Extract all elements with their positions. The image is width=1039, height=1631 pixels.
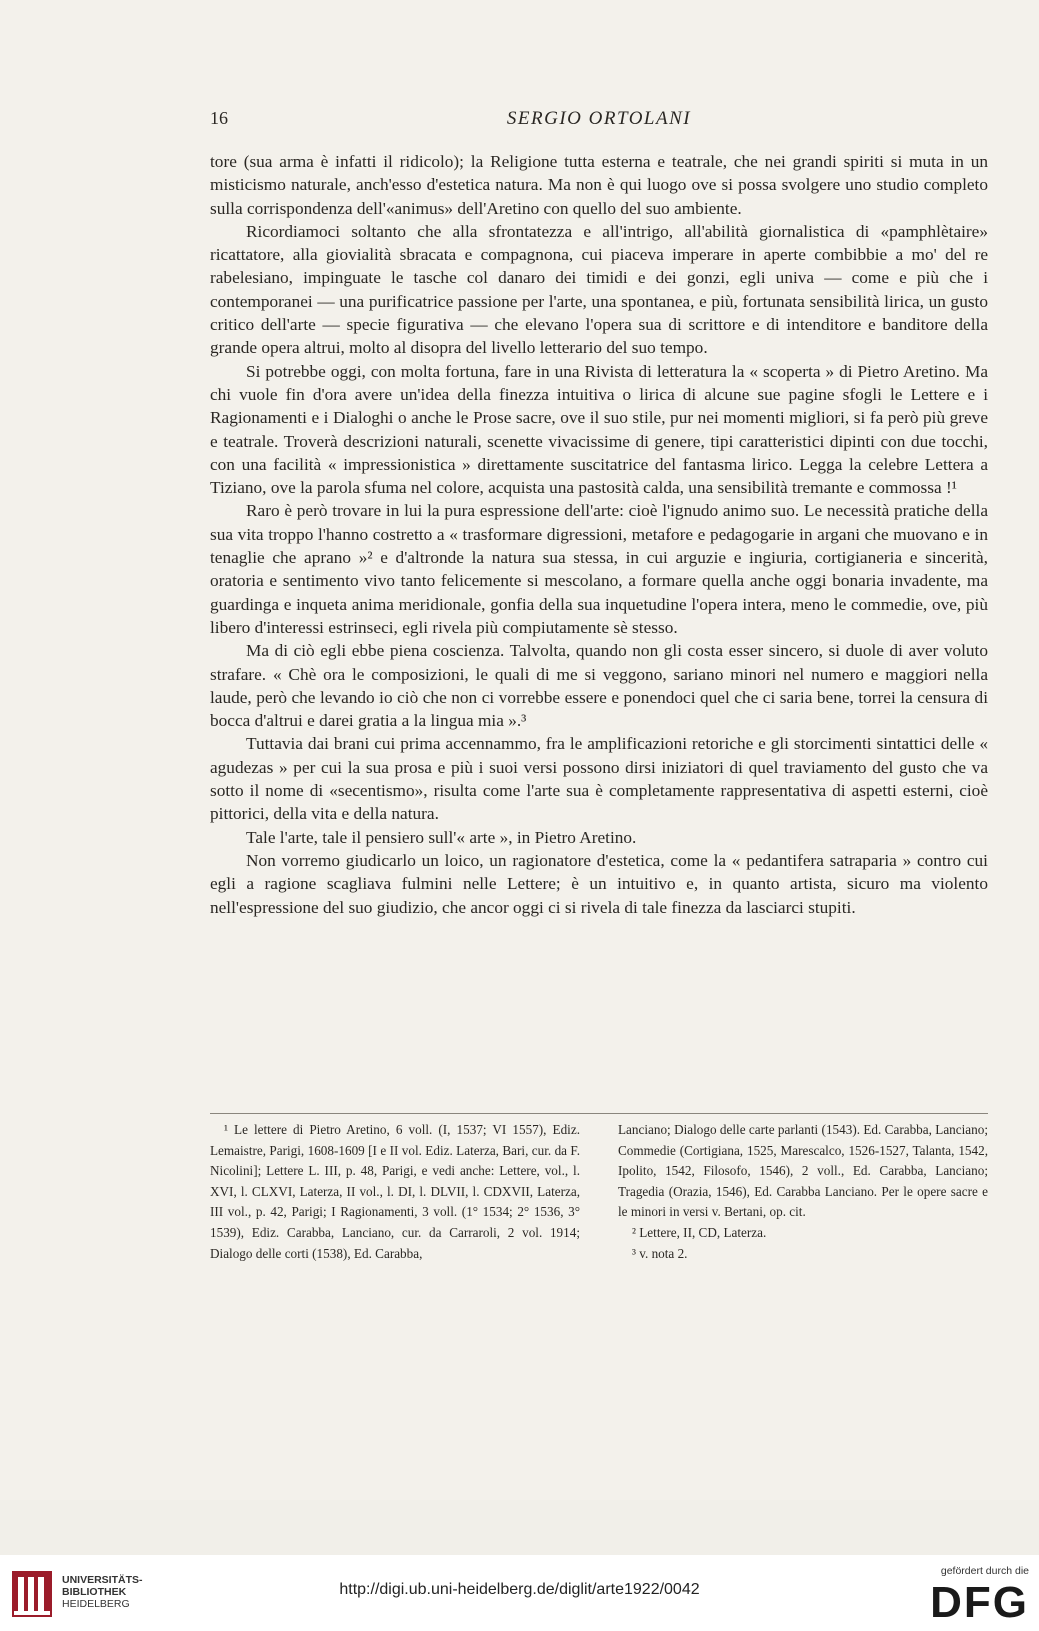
footnotes-left-column — [210, 1120, 580, 1264]
footnote-3: ³ v. nota 2. — [632, 1245, 688, 1261]
paragraph: Si potrebbe oggi, con molta fortuna, fare in una Rivista di letteratura la « scoperta » di Pietro Aretino. Ma chi vuole fin d'ora avere un'idea della finezza intuitiva o lirica di alcune sue pagine sfogli le Lettere e i Ragionamenti e i Dialoghi o anche le Prose sacre, ove il suo stile, pur nei momenti migliori, si fa però più greve e teatrale. Troverà descrizioni naturali, scenette vivacissime di genere, tipi caratteristici dipinti con due tocchi, con una facilità « impressionistica » direttamente suscitatrice del fantasma lirico. Legga la celebre Lettera a Tiziano, ove la parola sfuma nel colore, acquista una pastosità calda, una sensibilità tremante e commossa !¹ — [210, 361, 988, 498]
paragraph: Tale l'arte, tale il pensiero sull'« arte », in Pietro Aretino. — [246, 827, 637, 847]
footnotes-right-column — [618, 1120, 988, 1264]
library-name-line: UNIVERSITÄTS- — [62, 1574, 143, 1586]
library-name-line: BIBLIOTHEK — [62, 1586, 127, 1598]
paragraph: Ricordiamoci soltanto che alla sfrontatezza e all'intrigo, all'abilità giornalistica di «pamphlètaire» ricattatore, alla giovialità sbracata e compagnona, cui piaceva imperare in aperte combibbie a mo' del re rabelesiano, impinguate le tasche col danaro dei timidi e dei gonzi, egli univa — come e più che i contemporanei — una purificatrice passione per l'arte, una spontanea, e più, fortunata sensibilità lirica, un gusto critico dell'arte — specie figurativa — che elevano l'opera sua di scrittore e di intenditore e banditore della grande opera altrui, molto al disopra del livello letterario del suo tempo. — [210, 221, 988, 358]
paragraph: Tuttavia dai brani cui prima accennammo, fra le amplificazioni retoriche e gli storcimenti sintattici delle « agudezas » per cui la sua prosa e più i suoi versi possono dirsi iniziatori di quel traviamento del gusto che va sotto il nome di «secentismo», risulta come l'arte sua è completamente rappresentativa di aspetti esterni, cioè pittorici, della vita e della natura. — [210, 734, 988, 824]
footnote-2: ² Lettere, II, CD, Laterza. — [632, 1224, 767, 1240]
paragraph: Non vorremo giudicarlo un loico, un ragionatore d'estetica, come la « pedantifera satraparia » contro cui egli a ragione scagliava fulmini nelle Lettere; è un intuitivo e, in quanto artista, sicuro ma violento nell'espressione del suo giudizio, che ancor oggi ci si rivela di tale finezza da lasciarci stupiti. — [210, 850, 988, 917]
dfg-logo-icon: DFG — [930, 1578, 1029, 1627]
page-header — [210, 108, 988, 136]
footnotes — [210, 1120, 988, 1264]
library-name-line: HEIDELBERG — [62, 1598, 130, 1610]
paragraph: Ma di ciò egli ebbe piena coscienza. Talvolta, quando non gli costa esser sincero, si duole di aver voluto strafare. « Chè ora le composizioni, le quali di me si veggono, sariano minori nel numero e maggiori nella laude, però che levando io ciò che non ci vorrebbe essere e ponendoci quel che ci saria bene, torrei la censura di bocca d'altrui e darei gratia a la lingua mia ».³ — [210, 641, 988, 731]
footnote-1-continued: Lanciano; Dialogo delle carte parlanti (1543). Ed. Carabba, Lanciano; Commedie (Cortigiana, 1525, Marescalco, 1526-1527, Talanta, 1542, Ipolito, 1542, Filosofo, 1546), 2 voll., Ed. Carabba, Lanciano; Tragedia (Orazia, 1546), Ed. Carabba Lanciano. Per le opere sacre e le minori in versi v. Bertani, op. cit. — [618, 1122, 988, 1220]
paragraph: tore (sua arma è infatti il ridicolo); la Religione tutta esterna e teatrale, che nei grandi spiriti si muta in un misticismo naturale, anch'esso d'estetica natura. Ma non è qui luogo ove si possa svolgere uno studio completo sulla corrispondenza dell'«animus» dell'Aretino con quello del suo ambiente. — [210, 152, 988, 218]
footnote-rule — [210, 1113, 988, 1114]
viewer-footer — [0, 1555, 1039, 1631]
paragraph: Raro è però trovare in lui la pura espressione dell'arte: cioè l'ignudo animo suo. Le necessità pratiche della sua vita troppo l'hanno costretto a « trasformare digressioni, metafore e pedagogarie in argani che muovano e in tenaglie che aprano »² e d'altronde la natura sua stessa, in cui arguzie e ingiuria, cortigianeria e sincerità, oratoria e sentimento vivo tanto felicemente si mescolano, a formare quella anche oggi bonaria invadente, ma guardinga e inqueta anima meridionale, gonfia della sua inquetudine l'opera intera, meno le commedie, ove, più libero d'interessi estrinseci, egli rivela più compiutamente sè stesso. — [210, 501, 988, 637]
body-text — [210, 150, 988, 919]
running-head: SERGIO ORTOLANI — [506, 108, 692, 129]
page-number: 16 — [210, 108, 228, 128]
footnote-1: ¹ Le lettere di Pietro Aretino, 6 voll. (I, 1537; VI 1557), Ediz. Lemaistre, Parigi, 1608-1609 [I e II vol. Ediz. Laterza, Bari, cur. da F. Nicolini]; Lettere L. III, p. 48, Parigi, e vedi anche: Lettere, vol., l. XVI, l. CLXVI, Laterza, II vol., l. DI, l. DLVII, l. CDXVII, Laterza, III vol., p. 42, Parigi; I Ragionamenti, 3 voll. (1° 1534; 2° 1536, 3° 1539), Ediz. Carabba, Lanciano, cur. da Carraroli, 2 vol. 1914; Dialogo delle corti (1538), Ed. Carabba, — [210, 1122, 580, 1261]
funding-note: gefördert durch die — [940, 1565, 1029, 1577]
source-url[interactable]: http://digi.ub.uni-heidelberg.de/diglit/arte1922/0042 — [339, 1581, 700, 1598]
